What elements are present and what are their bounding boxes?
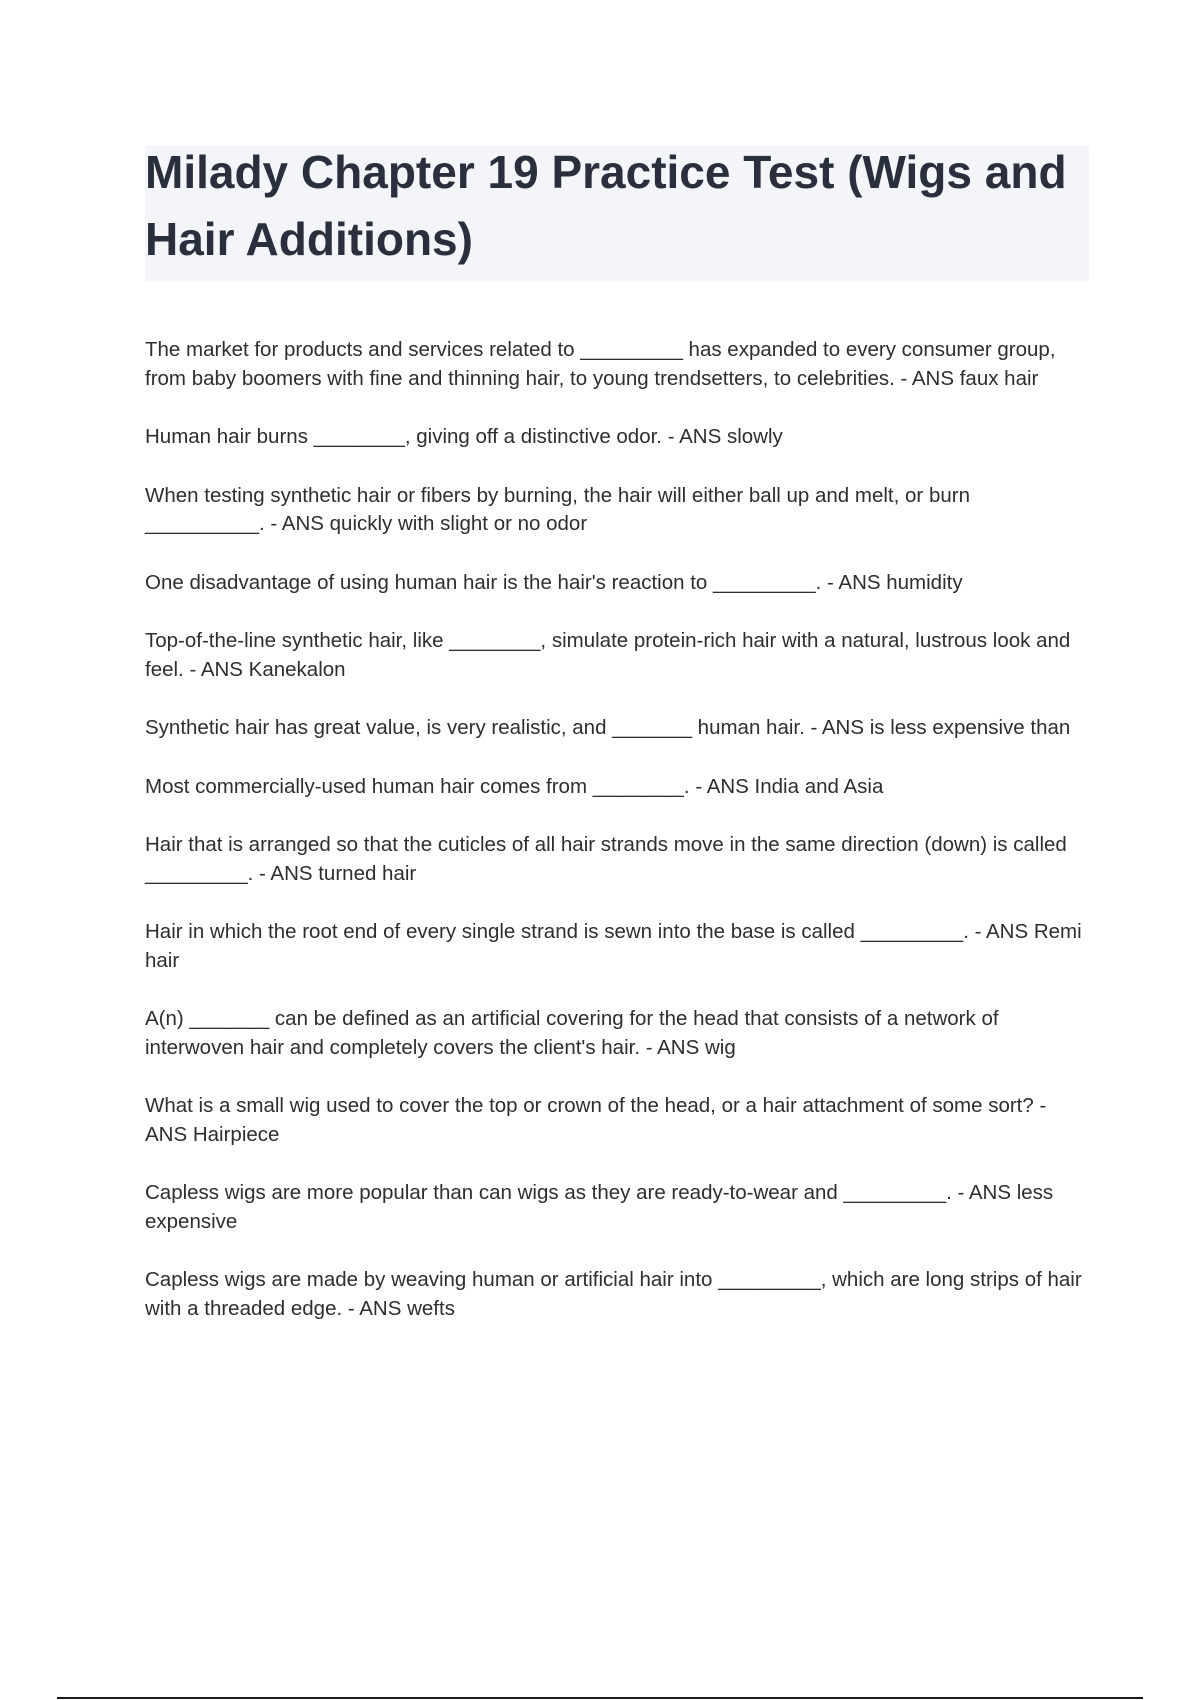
question-item: Most commercially-used human hair comes from ________. - ANS India and Asia: [145, 774, 884, 798]
question-item: The market for products and services related to _________ has expanded to every consumer group, from baby boomers with fine and thinning hair, to young trendsetters, to celebrities. - ANS faux hair: [145, 338, 1056, 390]
question-item: Human hair burns ________, giving off a distinctive odor. - ANS slowly: [145, 425, 783, 448]
question-item: A(n) _______ can be defined as an artificial covering for the head that consists of a network of interwoven hair and completely covers the client's hair. - ANS wig: [145, 1007, 999, 1059]
question-item: Hair that is arranged so that the cuticles of all hair strands move in the same direction (down) is called _________. - ANS turned hair: [145, 833, 1067, 885]
question-item: Synthetic hair has great value, is very realistic, and _______ human hair. - ANS is less expensive than: [145, 716, 1071, 739]
question-item: Hair in which the root end of every single strand is sewn into the base is called _________. - ANS Remi hair: [145, 920, 1082, 972]
question-item: Capless wigs are made by weaving human or artificial hair into _________, which are long strips of hair with a threaded edge. - ANS wefts: [145, 1268, 1082, 1320]
question-list: [145, 336, 1090, 1353]
question-item: Top-of-the-line synthetic hair, like ________, simulate protein-rich hair with a natural, lustrous look and feel. - ANS Kanekalon: [145, 629, 1071, 681]
question-item: One disadvantage of using human hair is the hair's reaction to _________. - ANS humidity: [145, 570, 963, 594]
question-item: Capless wigs are more popular than can wigs as they are ready-to-wear and _________. - ANS less expensive: [145, 1181, 1054, 1233]
footer-divider: [57, 1697, 1143, 1699]
question-item: When testing synthetic hair or fibers by burning, the hair will either ball up and melt, or burn __________. - ANS quickly with slight or no odor: [145, 483, 970, 535]
question-item: What is a small wig used to cover the top or crown of the head, or a hair attachment of some sort? - ANS Hairpiece: [145, 1094, 1047, 1146]
page-title: Milady Chapter 19 Practice Test (Wigs and Hair Additions): [145, 146, 1067, 265]
